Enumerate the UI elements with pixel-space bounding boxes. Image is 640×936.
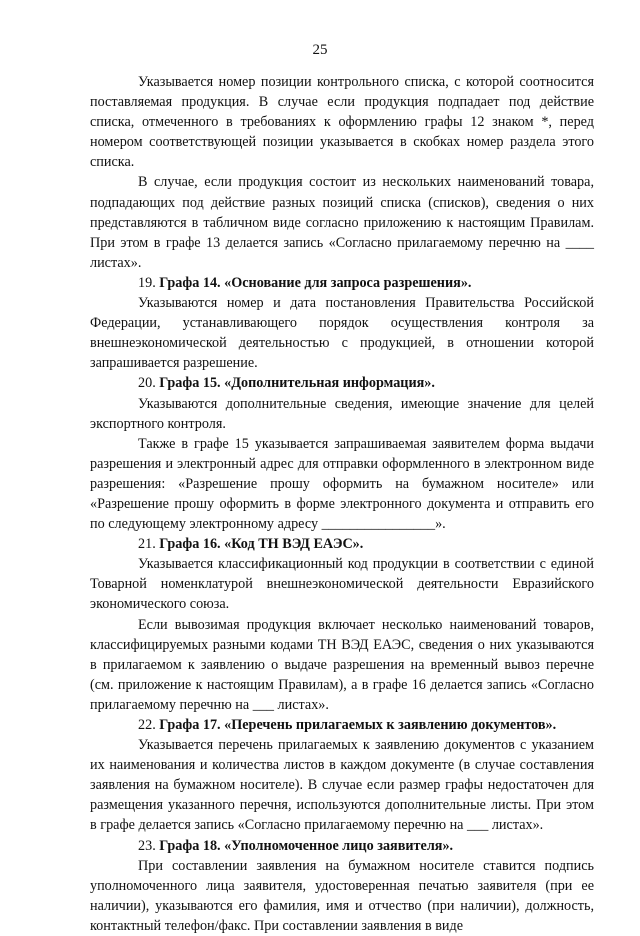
section-heading-23 — [90, 836, 594, 856]
section-heading-20 — [90, 373, 594, 393]
section-number: 23. — [138, 837, 156, 854]
page-number: 25 — [312, 42, 328, 58]
paragraph: Указывается классификационный код продукции в соответствии с единой Товарной номенклатурой внешнеэкономической деятельности Евразийского экономического союза. — [90, 556, 594, 613]
paragraph: Если вывозимая продукция включает несколько наименований товаров, классифицируемых разными кодами ТН ВЭД ЕАЭС, сведения о них указываются в прилагаемом к заявлению о выдаче разрешения на временный вывоз перечне (см. приложение к настоящим Правилам), а в графе 16 делается запись «Согласно прилагаемому перечню на ___ листах». — [90, 616, 594, 713]
section-heading-22 — [90, 715, 594, 735]
section-number: 21. — [138, 536, 156, 553]
section-heading-19 — [90, 273, 594, 293]
section-number: 20. — [138, 375, 156, 392]
section-title: Графа 17. «Перечень прилагаемых к заявлению документов». — [159, 717, 557, 733]
section-title: Графа 15. «Дополнительная информация». — [159, 375, 435, 392]
paragraph: Указывается номер позиции контрольного списка, с которой соотносится поставляемая продукция. В случае если продукция подпадает под действие списка, отмеченного в требованиях к оформлению графы 12 знаком *, перед номером соответствующей позиции указывается в скобках номер раздела этого списка. — [90, 74, 594, 171]
paragraph: Указываются дополнительные сведения, имеющие значение для целей экспортного контроля. — [90, 395, 594, 432]
section-title: Графа 16. «Код ТН ВЭД ЕАЭС». — [159, 536, 364, 553]
paragraph: Указываются номер и дата постановления Правительства Российской Федерации, устанавливающего порядок осуществления контроля за внешнеэкономической деятельностью с продукцией, в отношении которой запрашивается разрешение. — [90, 295, 594, 372]
paragraph: При составлении заявления на бумажном носителе ставится подпись уполномоченного лица заявителя, удостоверенная печатью заявителя (при ее наличии), указываются его фамилия, имя и отчество (при наличии), должность, контактный телефон/факс. При составлении заявления в виде — [90, 857, 594, 934]
section-title: Графа 14. «Основание для запроса разрешения». — [159, 274, 472, 291]
paragraph: Указывается перечень прилагаемых к заявлению документов с указанием их наименования и количества листов в каждом документе (в случае составления заявления на бумажном носителе). В случае если размер графы недостаточен для размещения указанного перечня, используются дополнительные листы. При этом в графе делается запись «Согласно прилагаемому перечню на ___ листах». — [90, 737, 594, 834]
paragraph: В случае, если продукция состоит из нескольких наименований товара, подпадающих под действие разных позиций списка (списков), сведения о них представляются в табличном виде согласно приложению к настоящим Правилам. При этом в графе 13 делается запись «Согласно прилагаемому перечню на ____ листах». — [90, 174, 594, 271]
section-heading-21 — [90, 534, 594, 554]
section-title: Графа 18. «Уполномоченное лицо заявителя». — [159, 837, 454, 854]
section-number: 22. — [138, 717, 156, 733]
paragraph: Также в графе 15 указывается запрашиваемая заявителем форма выдачи разрешения и электронный адрес для отправки оформленного в электронном виде разрешения: «Разрешение прошу оформить на бумажном носителе» или «Разрешение прошу оформить в форме электронного документа и отправить его по следующему электронному адресу ________________». — [90, 435, 594, 533]
section-number: 19. — [138, 274, 156, 291]
document-body — [90, 72, 594, 936]
